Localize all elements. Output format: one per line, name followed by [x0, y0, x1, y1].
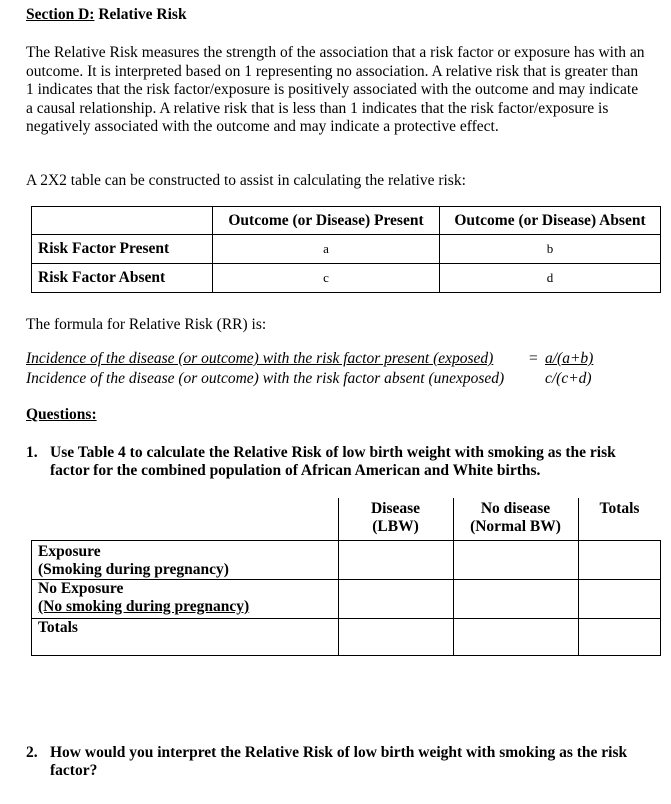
table1-row-label: Risk Factor Present [32, 235, 213, 264]
table2-row-exposure [32, 541, 339, 580]
input-cell[interactable] [338, 619, 453, 656]
section-title [26, 6, 187, 24]
table-row [32, 541, 661, 580]
table-row [32, 235, 661, 264]
question-1-text: Use Table 4 to calculate the Relative Risk of low birth weight with smoking as the risk factor for the combined population of African American and White births. [50, 444, 616, 479]
two-by-two-table [31, 206, 661, 293]
table2-corner [32, 498, 339, 541]
question-2 [26, 744, 646, 780]
table2-header-totals: Totals [578, 498, 661, 541]
exposure-label: Exposure [38, 543, 101, 560]
calculation-table [31, 498, 661, 656]
input-cell[interactable] [338, 541, 453, 580]
table2-header-disease-line1: Disease [370, 500, 421, 517]
table1-header-absent: Outcome (or Disease) Absent [440, 207, 661, 235]
table2-header-no-disease [453, 498, 578, 541]
cell-b: b [440, 235, 661, 264]
table1-header-present: Outcome (or Disease) Present [213, 207, 440, 235]
input-cell[interactable] [453, 619, 578, 656]
table-row [32, 264, 661, 293]
table2-header-no-disease-line2: (Normal BW) [470, 518, 561, 535]
cell-c: c [213, 264, 440, 293]
table2-header-disease [338, 498, 453, 541]
input-cell[interactable] [453, 580, 578, 619]
no-exposure-label: No Exposure [38, 580, 124, 597]
exposure-description: (Smoking during pregnancy) [38, 561, 229, 578]
questions-heading: Questions: [26, 406, 97, 423]
formula-denominator: Incidence of the disease (or outcome) with the risk factor absent (unexposed) [26, 370, 505, 387]
intro-paragraph: The Relative Risk measures the strength of the association that a risk factor or exposure has with an outcome. It is interpreted based on 1 representing no association. A relative risk that is greater than 1 indicates that the risk factor/exposure is positively associated with the outcome and may indicate a causal relationship. A relative risk that is less than 1 indicates that the risk factor/exposure is negatively associated with the outcome and may indicate a protective effect. [26, 44, 645, 135]
input-cell[interactable] [453, 541, 578, 580]
table-intro: A 2X2 table can be constructed to assist in calculating the relative risk: [26, 172, 466, 189]
formula-ratio-bottom: c/(c+d) [545, 370, 592, 387]
table-row [32, 580, 661, 619]
table1-row-label: Risk Factor Absent [32, 264, 213, 293]
formula-label: The formula for Relative Risk (RR) is: [26, 316, 267, 333]
table-row [32, 619, 661, 656]
cell-a: a [213, 235, 440, 264]
table2-header-no-disease-line1: No disease [480, 500, 551, 517]
section-name: Relative Risk [98, 6, 187, 23]
table2-header-disease-line2: (LBW) [372, 518, 419, 535]
cell-d: d [440, 264, 661, 293]
question-1 [26, 444, 646, 480]
table2-row-totals: Totals [32, 619, 339, 656]
input-cell[interactable] [578, 580, 661, 619]
table2-row-no-exposure [32, 580, 339, 619]
input-cell[interactable] [578, 541, 661, 580]
section-label: Section D: [26, 6, 95, 23]
no-exposure-description: (No smoking during pregnancy) [38, 598, 250, 615]
input-cell[interactable] [338, 580, 453, 619]
table1-corner [32, 207, 213, 235]
formula-numerator: Incidence of the disease (or outcome) with the risk factor present (exposed) [26, 350, 494, 367]
question-2-text: How would you interpret the Relative Risk of low birth weight with smoking as the risk factor? [50, 744, 628, 779]
question-1-number: 1. [26, 444, 38, 461]
formula-equals: = [528, 350, 539, 367]
input-cell[interactable] [578, 619, 661, 656]
question-2-number: 2. [26, 744, 38, 761]
formula-ratio-top: a/(a+b) [545, 350, 594, 367]
